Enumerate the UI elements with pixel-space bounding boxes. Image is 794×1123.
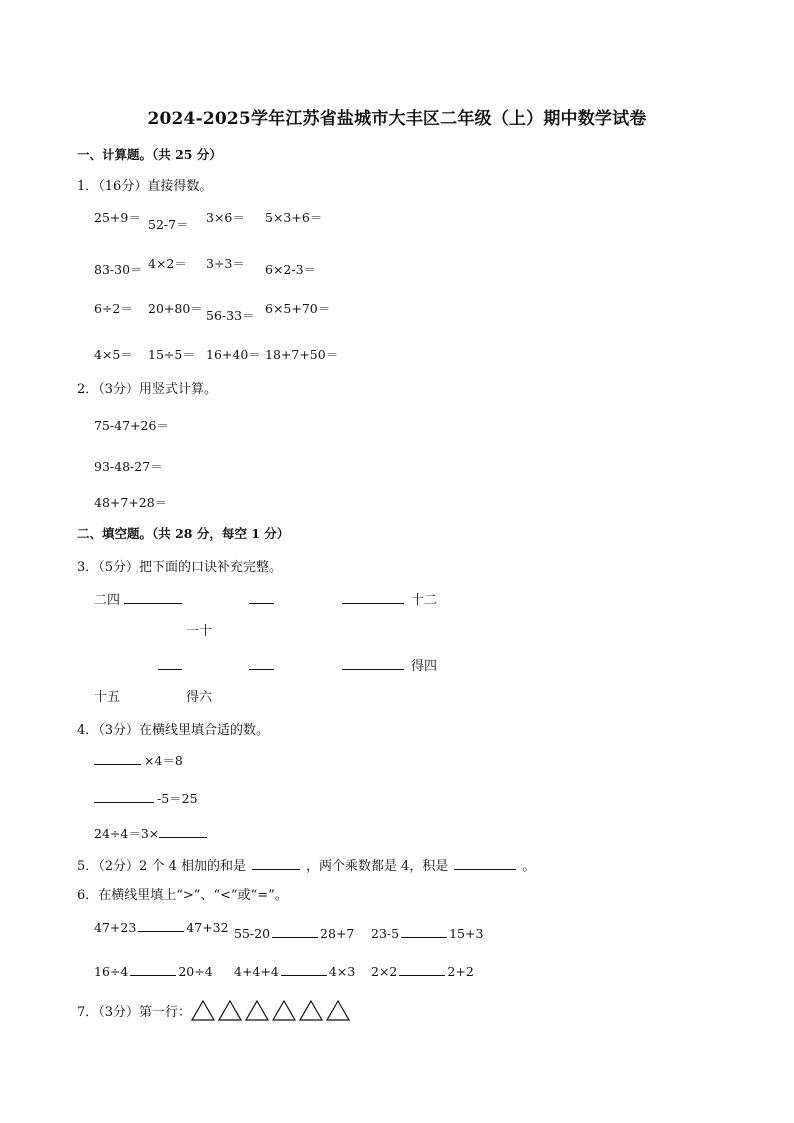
compare-item [94, 920, 229, 935]
triangle-icon [272, 1000, 296, 1021]
equation-text: 24÷4＝3× [94, 826, 160, 841]
question-2-stem: 2．（3分）用竖式计算。 [77, 382, 218, 397]
triangle-icon [299, 1000, 323, 1021]
triangle-icon [218, 1000, 242, 1021]
calc-item: 5×3+6＝ [265, 210, 323, 225]
compare-right: 15+3 [449, 926, 484, 941]
question-1-stem: 1．（16分）直接得数。 [77, 179, 213, 194]
compare-left: 2×2 [371, 964, 398, 979]
compare-left: 16÷4 [94, 964, 129, 979]
vertical-calc-item: 93-48-27＝ [94, 459, 163, 474]
rhyme-text: 一十 [186, 624, 213, 639]
rhyme-text: 得六 [186, 690, 213, 705]
compare-right: 47+32 [186, 920, 229, 935]
question-5-part-c: 。 [522, 859, 536, 874]
rhyme-text: 十二 [411, 593, 438, 608]
question-7-stem: 7．（3分）第一行： [77, 1005, 192, 1020]
question-5 [77, 855, 535, 874]
question-7 [77, 1000, 353, 1021]
compare-item [371, 926, 483, 941]
section-heading-fill-in: 二、填空题。（共 28 分，每空 1 分） [77, 526, 290, 541]
rhyme-text: 得四 [411, 659, 438, 674]
fill-number-row [94, 824, 210, 842]
fill-number-row [94, 751, 183, 769]
calc-item: 3÷3＝ [206, 256, 245, 271]
calc-item: 4×2＝ [148, 256, 187, 271]
fill-number-row [94, 789, 198, 807]
compare-left: 23-5 [371, 926, 400, 941]
answer-blank[interactable] [249, 590, 274, 604]
answer-blank[interactable] [342, 656, 404, 670]
vertical-calc-item: 48+7+28＝ [94, 495, 168, 510]
compare-right: 28+7 [320, 926, 355, 941]
answer-blank[interactable] [158, 656, 182, 670]
calc-item: 83-30＝ [94, 262, 143, 277]
equation-text: ×4＝8 [144, 753, 183, 768]
answer-blank[interactable] [94, 753, 141, 765]
calc-item: 52-7＝ [148, 217, 189, 232]
page-title: 2024-2025学年江苏省盐城市大丰区二年级（上）期中数学试卷 [147, 109, 647, 129]
equation-text: -5＝25 [157, 791, 198, 806]
answer-blank[interactable] [249, 656, 274, 670]
answer-blank[interactable] [252, 858, 300, 870]
answer-blank[interactable] [281, 964, 327, 976]
vertical-calc-item: 75-47+26＝ [94, 418, 169, 433]
answer-blank[interactable] [401, 926, 447, 938]
calc-item: 6÷2＝ [94, 301, 133, 316]
compare-item [234, 926, 354, 941]
answer-blank[interactable] [94, 791, 154, 803]
compare-item [371, 964, 474, 979]
calc-item: 15÷5＝ [148, 347, 195, 362]
triangle-icon [245, 1000, 269, 1021]
calc-item: 4×5＝ [94, 347, 133, 362]
calc-item: 20+80＝ [148, 301, 203, 316]
rhyme-text: 二四 [94, 593, 121, 608]
compare-item [234, 964, 355, 979]
triangle-icon [191, 1000, 215, 1021]
answer-blank[interactable] [342, 590, 404, 604]
calc-item: 56-33＝ [206, 308, 255, 323]
compare-right: 20÷4 [178, 964, 213, 979]
compare-right: 2+2 [447, 964, 474, 979]
section-heading-calculation: 一、计算题。（共 25 分） [77, 147, 222, 162]
answer-blank[interactable] [399, 964, 445, 976]
question-4-stem: 4．（3分）在横线里填合适的数。 [77, 723, 270, 738]
compare-left: 55-20 [234, 926, 271, 941]
calc-item: 6×2-3＝ [265, 262, 317, 277]
compare-left: 4+4+4 [234, 964, 279, 979]
triangle-icon [326, 1000, 350, 1021]
calc-item: 25+9＝ [94, 210, 141, 225]
calc-item: 3×6＝ [206, 210, 245, 225]
question-5-part-b: ，两个乘数都是 4，积是 [305, 859, 449, 874]
answer-blank[interactable] [454, 858, 516, 870]
calc-item: 6×5+70＝ [265, 301, 331, 316]
calc-item: 18+7+50＝ [265, 347, 339, 362]
answer-blank[interactable] [124, 590, 182, 604]
question-5-part-a: 5．（2分）2 个 4 相加的和是 [77, 859, 246, 874]
compare-right: 4×3 [328, 964, 356, 979]
rhyme-text: 十五 [94, 690, 121, 705]
compare-item [94, 964, 213, 979]
answer-blank[interactable] [159, 826, 207, 838]
answer-blank[interactable] [130, 964, 176, 976]
question-3-stem: 3．（5分）把下面的口诀补充完整。 [77, 560, 283, 575]
triangle-row [191, 1003, 353, 1018]
calc-item: 16+40＝ [206, 347, 261, 362]
compare-left: 47+23 [94, 920, 137, 935]
answer-blank[interactable] [272, 926, 318, 938]
question-6-stem: 6．在横线里填上“>”、“<”或“=”。 [77, 888, 288, 903]
answer-blank[interactable] [138, 920, 184, 932]
